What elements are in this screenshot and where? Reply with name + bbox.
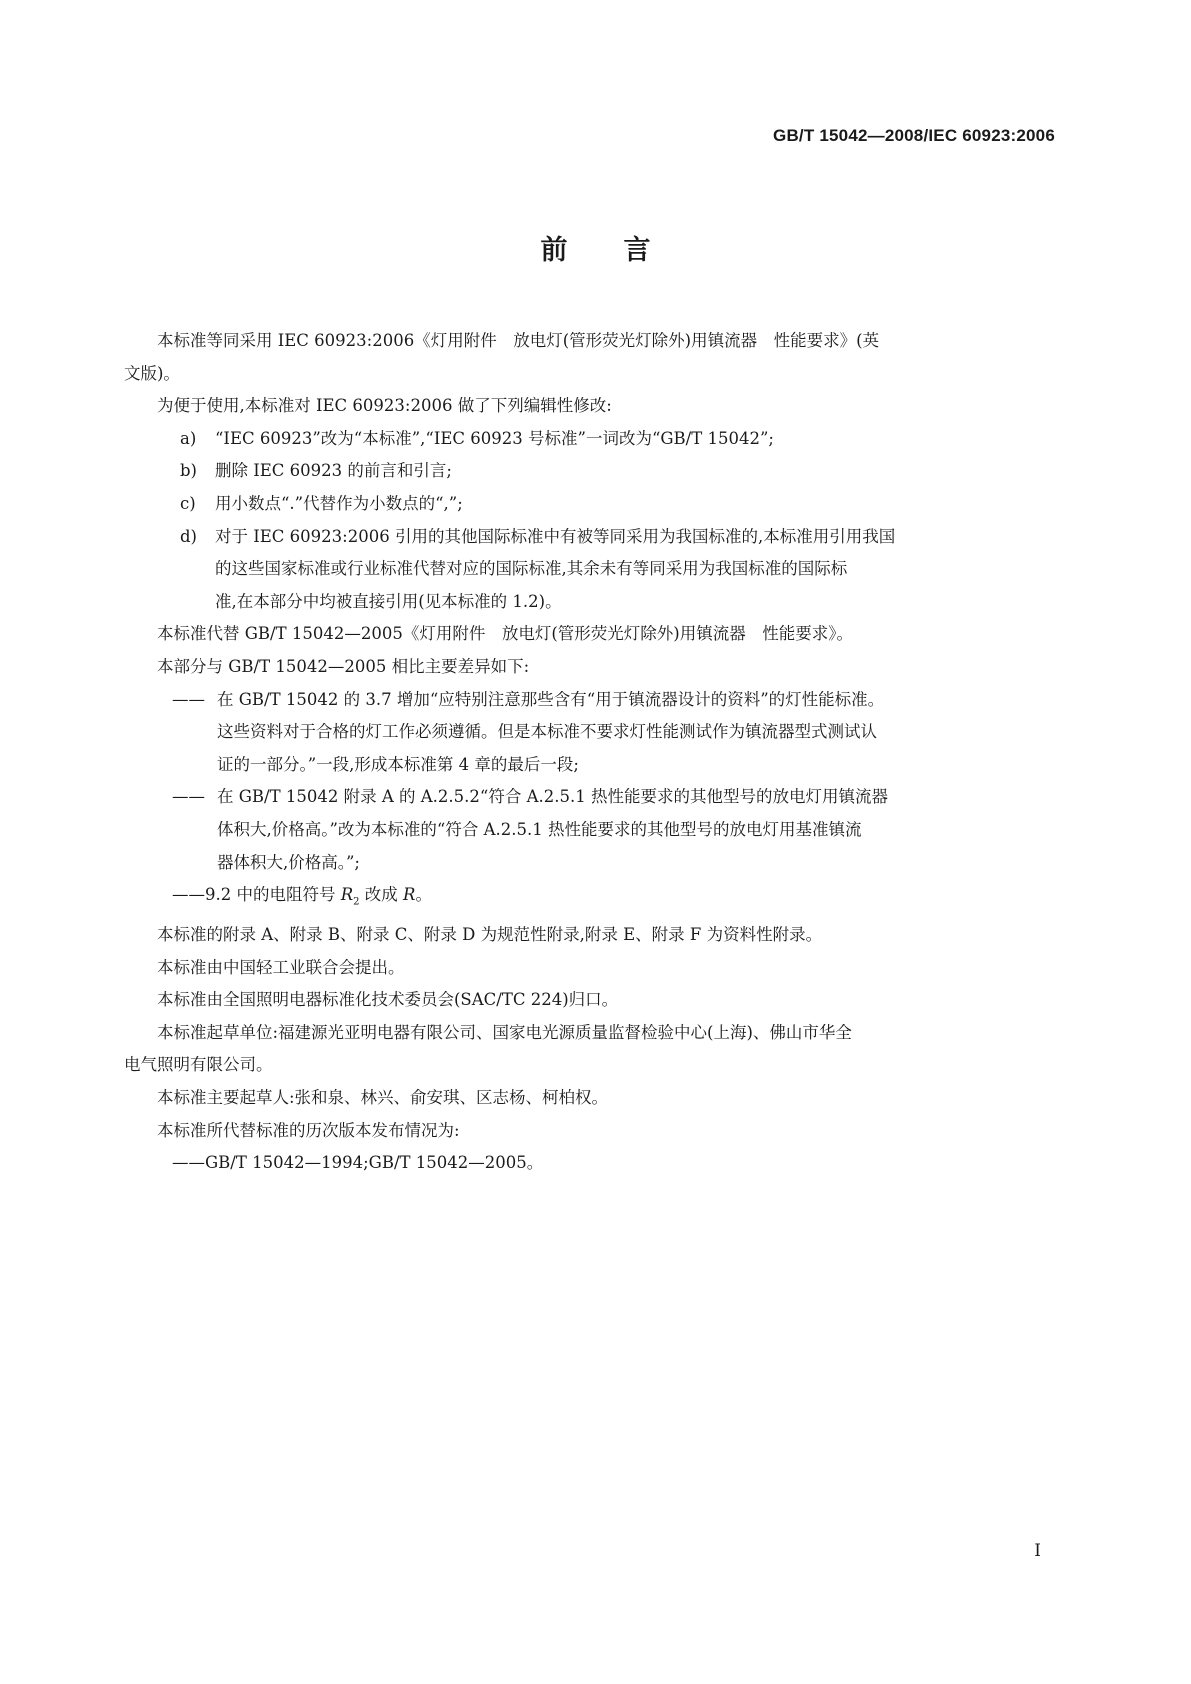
dash-item-3-prefix: 9.2 中的电阻符号 — [205, 885, 341, 905]
list-marker-c: c) — [180, 493, 196, 513]
list-item-d-line2: 的这些国家标准或行业标准代替对应的国际标准,其余未有等同采用为我国标准的国际标 — [215, 559, 848, 579]
paragraph-drafting-units-line2: 电气照明有限公司。 — [124, 1055, 273, 1075]
dash-item-3-suffix: 。 — [415, 885, 432, 905]
resistance-subscript: 2 — [353, 896, 360, 908]
paragraph-centralized-by: 本标准由全国照明电器标准化技术委员会(SAC/TC 224)归口。 — [157, 990, 619, 1010]
paragraph-adoption-line2: 文版)。 — [124, 363, 180, 383]
list-item-d-line3: 准,在本部分中均被直接引用(见本标准的 1.2)。 — [215, 591, 562, 611]
dash-item-1-cont — [124, 749, 1059, 782]
dash-item-3 — [124, 879, 1059, 919]
list-item-b-text: 删除 IEC 60923 的前言和引言; — [215, 461, 452, 481]
dash-item-1 — [124, 684, 1059, 717]
list-item-d-cont — [124, 586, 1059, 619]
paragraph-replaces: 本标准代替 GB/T 15042—2005《灯用附件 放电灯(管形荧光灯除外)用镇流器 性能要求》。 — [157, 624, 853, 644]
dash-item-2-line2: 体积大,价格高。”改为本标准的“符合 A.2.5.1 热性能要求的其他型号的放电灯用基准镇流 — [217, 819, 862, 839]
paragraph-adoption-line1: 本标准等同采用 IEC 60923:2006《灯用附件 放电灯(管形荧光灯除外)用镇流器 性能要求》(英 — [157, 331, 880, 350]
paragraph-history: 本标准所代替标准的历次版本发布情况为: — [157, 1120, 460, 1140]
dash-item-1-line2: 这些资料对于合格的灯工作必须遵循。但是本标准不要求灯性能测试作为镇流器型式测试认 — [217, 722, 877, 742]
dash-item-1-line3: 证的一部分。”一段,形成本标准第 4 章的最后一段; — [217, 754, 579, 774]
dash-item-4 — [124, 1147, 1059, 1180]
dash-marker: —— — [172, 689, 205, 709]
dash-item-2-line3: 器体积大,价格高。”; — [217, 852, 360, 872]
dash-item-2 — [124, 781, 1059, 814]
paragraph-differences: 本部分与 GB/T 15042—2005 相比主要差异如下: — [157, 656, 530, 676]
resistance-symbol-new: R — [403, 885, 416, 905]
standard-code: GB/T 15042—2008/IEC 60923:2006 — [773, 126, 1055, 145]
list-item-c-text: 用小数点“.”代替作为小数点的“,”; — [215, 493, 463, 513]
list-item-a-text: “IEC 60923”改为“本标准”,“IEC 60923 号标准”一词改为“GB/T 15042”; — [215, 428, 774, 448]
resistance-symbol: R — [340, 885, 354, 905]
dash-item-1-cont — [124, 716, 1059, 749]
page-title — [0, 228, 1191, 267]
dash-item-3-middle: 改成 — [359, 885, 404, 905]
list-item-a — [124, 423, 1059, 456]
dash-item-4-text: GB/T 15042—1994;GB/T 15042—2005。 — [205, 1153, 544, 1173]
paragraph-drafters: 本标准主要起草人:张和泉、林兴、俞安琪、区志杨、柯柏权。 — [157, 1087, 609, 1107]
dash-marker: —— — [172, 787, 205, 807]
dash-item-2-line1: 在 GB/T 15042 附录 A 的 A.2.5.2“符合 A.2.5.1 热性能要求的其他型号的放电灯用镇流器 — [217, 787, 888, 807]
list-item-d — [124, 521, 1059, 554]
dash-item-1-line1: 在 GB/T 15042 的 3.7 增加“应特别注意那些含有“用于镇流器设计的资料”的灯性能标准。 — [217, 689, 885, 709]
list-marker-b: b) — [180, 461, 197, 481]
list-item-d-cont — [124, 553, 1059, 586]
paragraph-drafting-units-line1: 本标准起草单位:福建源光亚明电器有限公司、国家电光源质量监督检验中心(上海)、佛山市华全 — [157, 1022, 852, 1042]
list-item-d-line1: 对于 IEC 60923:2006 引用的其他国际标准中有被等同采用为我国标准的,本标准用引用我国 — [215, 526, 896, 546]
list-marker-d: d) — [180, 526, 197, 546]
dash-item-2-cont — [124, 814, 1059, 847]
dash-marker: —— — [172, 1153, 205, 1173]
foreword-body — [124, 325, 1059, 1180]
title-char-1: 前 — [540, 235, 568, 266]
paragraph-annexes: 本标准的附录 A、附录 B、附录 C、附录 D 为规范性附录,附录 E、附录 F 为资料性附录。 — [157, 924, 823, 944]
list-item-c — [124, 488, 1059, 521]
list-item-b — [124, 455, 1059, 488]
paragraph-proposed-by: 本标准由中国轻工业联合会提出。 — [157, 957, 405, 977]
list-marker-a: a) — [180, 428, 197, 448]
paragraph-editorial-intro: 为便于使用,本标准对 IEC 60923:2006 做了下列编辑性修改: — [157, 396, 612, 416]
title-char-2: 言 — [623, 235, 651, 266]
dash-item-2-cont — [124, 847, 1059, 880]
dash-marker: —— — [172, 885, 205, 905]
page-number: I — [1034, 1541, 1041, 1561]
